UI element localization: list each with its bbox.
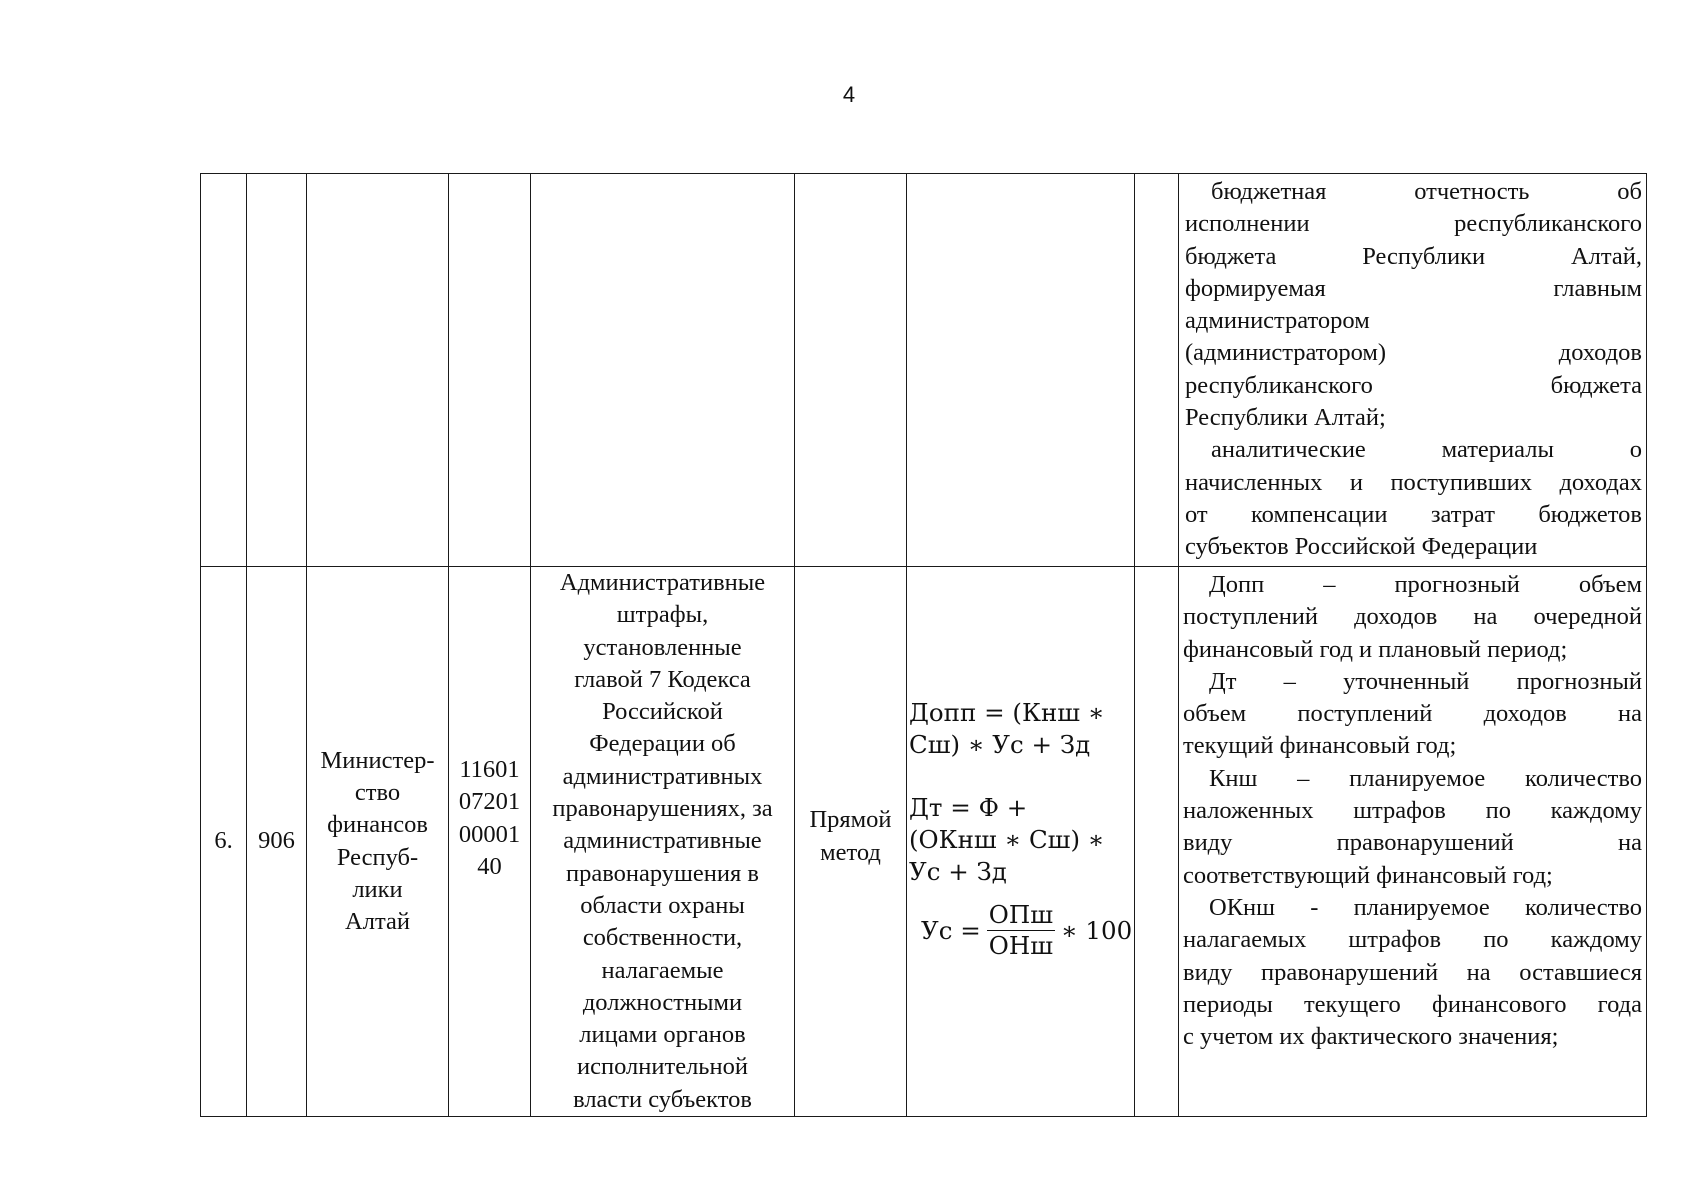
- text-line: главой 7 Кодекса: [574, 665, 751, 693]
- text-line: 40: [477, 852, 502, 880]
- formula-legend: [1179, 567, 1647, 1117]
- text-line: формируемая главным: [1185, 274, 1642, 302]
- cell-data-sources: [1179, 174, 1647, 567]
- text-line: собственности,: [582, 924, 743, 952]
- table-row-previous: [201, 174, 1647, 567]
- table-row-6: [201, 567, 1647, 1117]
- fraction-denominator: ОНш: [988, 931, 1053, 961]
- cell-method: [795, 174, 907, 567]
- text-line: текущий финансовый год;: [1183, 732, 1457, 760]
- text-line: соответствующий финансовый год;: [1183, 861, 1553, 889]
- text-line: виду правонарушений на оставшиеся: [1183, 958, 1642, 986]
- formula-collection-rate: [909, 900, 1134, 961]
- formula-lhs: Ус =: [921, 915, 981, 945]
- text-line: финансов: [327, 811, 428, 839]
- text-line: республиканского бюджета: [1185, 371, 1642, 399]
- text-line: лики: [352, 875, 403, 903]
- text-line: администратором: [1185, 307, 1370, 335]
- formula-current-year: [909, 792, 1134, 889]
- calc-method: [795, 567, 907, 1117]
- legend-item-knsh: [1183, 763, 1642, 892]
- text-line: ство: [354, 778, 401, 806]
- text-line: исполнительной: [577, 1053, 748, 1081]
- text-line: Респуб-: [336, 843, 419, 871]
- text-line: наложенных штрафов по каждому: [1183, 797, 1642, 825]
- text-line: Ус + Зд: [909, 857, 1007, 887]
- cell-admin: [307, 174, 449, 567]
- text-line: правонарушениях, за: [552, 795, 773, 823]
- text-line: административных: [562, 762, 763, 790]
- text-line: Алтай: [345, 908, 410, 936]
- text-line: ОКнш - планируемое количество: [1209, 893, 1642, 921]
- text-line: Прямой: [809, 806, 892, 834]
- text-line: периоды текущего финансового года: [1183, 990, 1642, 1018]
- formula-rhs: ∗ 100: [1060, 915, 1133, 945]
- text-line: бюджета Республики Алтай,: [1185, 242, 1642, 270]
- text-line: Административные: [559, 569, 766, 596]
- text-line: штрафы,: [616, 601, 709, 629]
- text-line: от компенсации затрат бюджетов: [1185, 500, 1642, 528]
- legend-item-dopp: [1183, 569, 1642, 666]
- text-line: поступлений доходов на очередной: [1183, 603, 1642, 631]
- text-line: (ОКнш ∗ Сш) ∗: [909, 824, 1105, 854]
- cell-code: [247, 174, 307, 567]
- row-number: 6.: [201, 567, 247, 1117]
- text-line: Дт = Ф +: [909, 792, 1028, 822]
- text-line: административные: [563, 827, 762, 855]
- cell-kbk: [449, 174, 531, 567]
- text-line: должностными: [582, 988, 743, 1016]
- text-line: правонарушения в: [566, 859, 759, 887]
- text-line: объем поступлений доходов на: [1183, 700, 1642, 728]
- admin-code: 906: [247, 567, 307, 1117]
- cell-description: [531, 174, 795, 567]
- text-line: Кнш – планируемое количество: [1209, 764, 1642, 792]
- text-line: исполнении республиканского: [1185, 210, 1642, 238]
- legend-item-dt: [1183, 666, 1642, 763]
- text-line: Допп = (Кнш ∗: [909, 698, 1105, 727]
- text-line: 11601: [459, 755, 520, 783]
- text-line: установленные: [583, 633, 742, 661]
- text-line: Дт – уточненный прогнозный: [1209, 667, 1642, 695]
- text-line: области охраны: [580, 891, 745, 919]
- text-line: налагаемые: [601, 956, 724, 984]
- text-line: налагаемых штрафов по каждому: [1183, 926, 1642, 954]
- cell-blank: [1135, 567, 1179, 1117]
- legend-item-oknsh: [1183, 892, 1642, 1053]
- text-line: Сш) ∗ Ус + Зд: [909, 730, 1091, 760]
- revenue-forecast-table: [200, 173, 1647, 1117]
- kbk-code: [449, 567, 531, 1117]
- page-number: 4: [842, 82, 856, 107]
- text-line: метод: [820, 838, 881, 866]
- text-line: Допп – прогнозный объем: [1209, 571, 1642, 598]
- admin-name: [307, 567, 449, 1117]
- text-line: (администратором) доходов: [1185, 339, 1642, 367]
- revenue-description: [531, 567, 795, 1117]
- formula-forecast: [909, 697, 1134, 762]
- text-line: Министер-: [320, 746, 435, 774]
- cell-formula: [907, 174, 1135, 567]
- text-line: Федерации об: [589, 730, 736, 758]
- text-line: власти субъектов: [573, 1085, 752, 1113]
- cell-num: [201, 174, 247, 567]
- text-line: начисленных и поступивших доходах: [1185, 468, 1642, 496]
- text-line: Республики Алтай;: [1185, 404, 1386, 432]
- calc-formulas: [907, 567, 1135, 1117]
- text-line: Российской: [602, 698, 723, 726]
- fraction: [987, 900, 1055, 961]
- text-line: финансовый год и плановый период;: [1183, 635, 1568, 663]
- text-line: бюджетная отчетность об: [1211, 178, 1642, 205]
- text-line: субъектов Российской Федерации: [1185, 533, 1538, 561]
- text-line: с учетом их фактического значения;: [1183, 1023, 1559, 1051]
- cell-blank: [1135, 174, 1179, 567]
- text-line: аналитические материалы о: [1211, 436, 1642, 464]
- text-line: лицами органов: [579, 1021, 746, 1049]
- fraction-numerator: ОПш: [988, 900, 1053, 930]
- text-line: 07201: [458, 788, 521, 816]
- text-line: виду правонарушений на: [1183, 829, 1642, 857]
- text-line: 00001: [458, 820, 521, 848]
